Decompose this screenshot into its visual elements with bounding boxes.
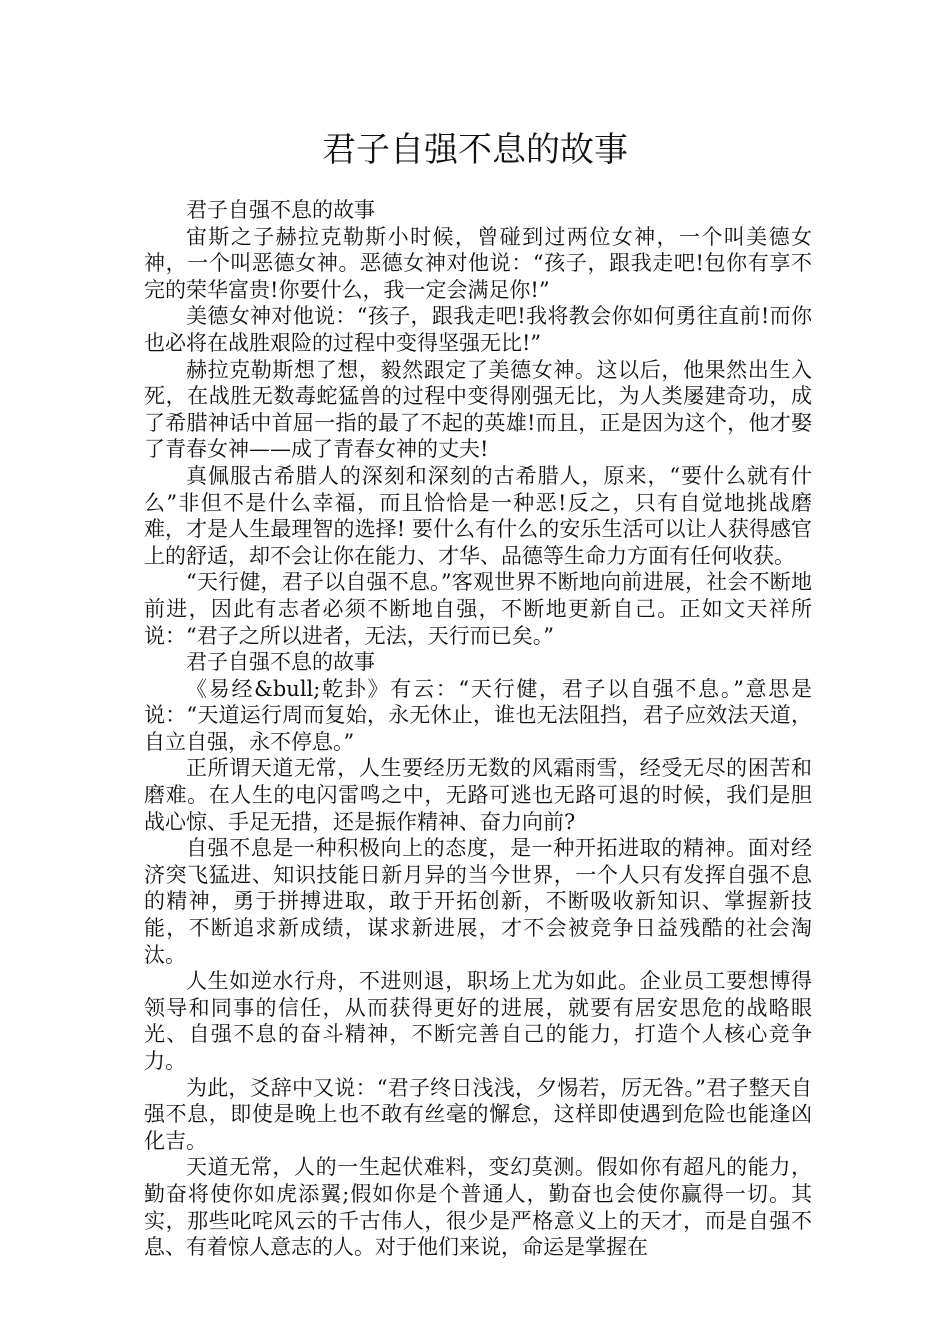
paragraph: 为此，爻辞中又说：“君子终日浅浅，夕惕若，厉无咎。”君子整天自强不息，即使是晚上也不敢有丝毫的懈怠，这样即使遇到危险也能逢凶化吉。 — [144, 1075, 812, 1153]
paragraph: 天道无常，人的一生起伏难料，变幻莫测。假如你有超凡的能力，勤奋将使你如虎添翼;假如你是个普通人，勤奋也会使你赢得一切。其实，那些叱咤风云的千古伟人，很少是严格意义上的天才，而是自强不息、有着惊人意志的人。对于他们来说，命运是掌握在 — [144, 1155, 812, 1260]
paragraph: “天行健，君子以自强不息。”客观世界不断地向前进展，社会不断地前进，因此有志者必须不断地自强，不断地更新自己。正如文天祥所说：“君子之所以进者，无法，天行而已矣。” — [144, 570, 812, 648]
paragraph: 君子自强不息的故事 — [186, 650, 375, 675]
document-body — [144, 197, 812, 1261]
paragraph: 人生如逆水行舟，不进则退，职场上尤为如此。企业员工要想博得领导和同事的信任，从而获得更好的进展，就要有居安思危的战略眼光、自强不息的奋斗精神，不断完善自己的能力，打造个人核心竞争力。 — [144, 969, 812, 1073]
paragraph: 《易经&bull;乾卦》有云：“天行健，君子以自强不息。”意思是说：“天道运行周而复始，永无休止，谁也无法阻挡，君子应效法天道，自立自强，永不停息。” — [144, 676, 812, 754]
paragraph: 美德女神对他说：“孩子，跟我走吧!我将教会你如何勇往直前!而你也必将在战胜艰险的过程中变得坚强无比!” — [144, 304, 812, 355]
paragraph: 自强不息是一种积极向上的态度，是一种开拓进取的精神。面对经济突飞猛进、知识技能日新月异的当今世界，一个人只有发挥自强不息的精神，勇于拼搏进取，敢于开拓创新，不断吸收新知识、掌握新技能，不断追求新成绩，谋求新进展，才不会被竞争日益残酷的社会淘汰。 — [144, 836, 812, 967]
paragraph: 正所谓天道无常，人生要经历无数的风霜雨雪，经受无尽的困苦和磨难。在人生的电闪雷鸣之中，无路可逃也无路可退的时候，我们是胆战心惊、手足无措，还是振作精神、奋力向前? — [144, 756, 812, 834]
paragraph: 君子自强不息的故事 — [186, 198, 375, 222]
paragraph: 真佩服古希腊人的深刻和深刻的古希腊人，原来，“要什么就有什么”非但不是什么幸福，而且恰恰是一种恶!反之，只有自觉地挑战磨难，才是人生最理智的选择! 要什么有什么的安乐生活可以让人获得感官上的舒适，却不会让你在能力、才华、品德等生命力方面有任何收获。 — [144, 463, 812, 568]
paragraph: 赫拉克勒斯想了想，毅然跟定了美德女神。这以后，他果然出生入死，在战胜无数毒蛇猛兽的过程中变得刚强无比，为人类屡建奇功，成了希腊神话中首屈一指的最了不起的英雄!而且，正是因为这个，他才娶了青春女神——成了青春女神的丈夫! — [144, 357, 812, 462]
paragraph: 宙斯之子赫拉克勒斯小时候，曾碰到过两位女神，一个叫美德女神，一个叫恶德女神。恶德女神对他说：“孩子，跟我走吧!包你有享不完的荣华富贵!你要什么，我一定会满足你!” — [144, 224, 812, 302]
document-title: 君子自强不息的故事 — [322, 130, 628, 170]
